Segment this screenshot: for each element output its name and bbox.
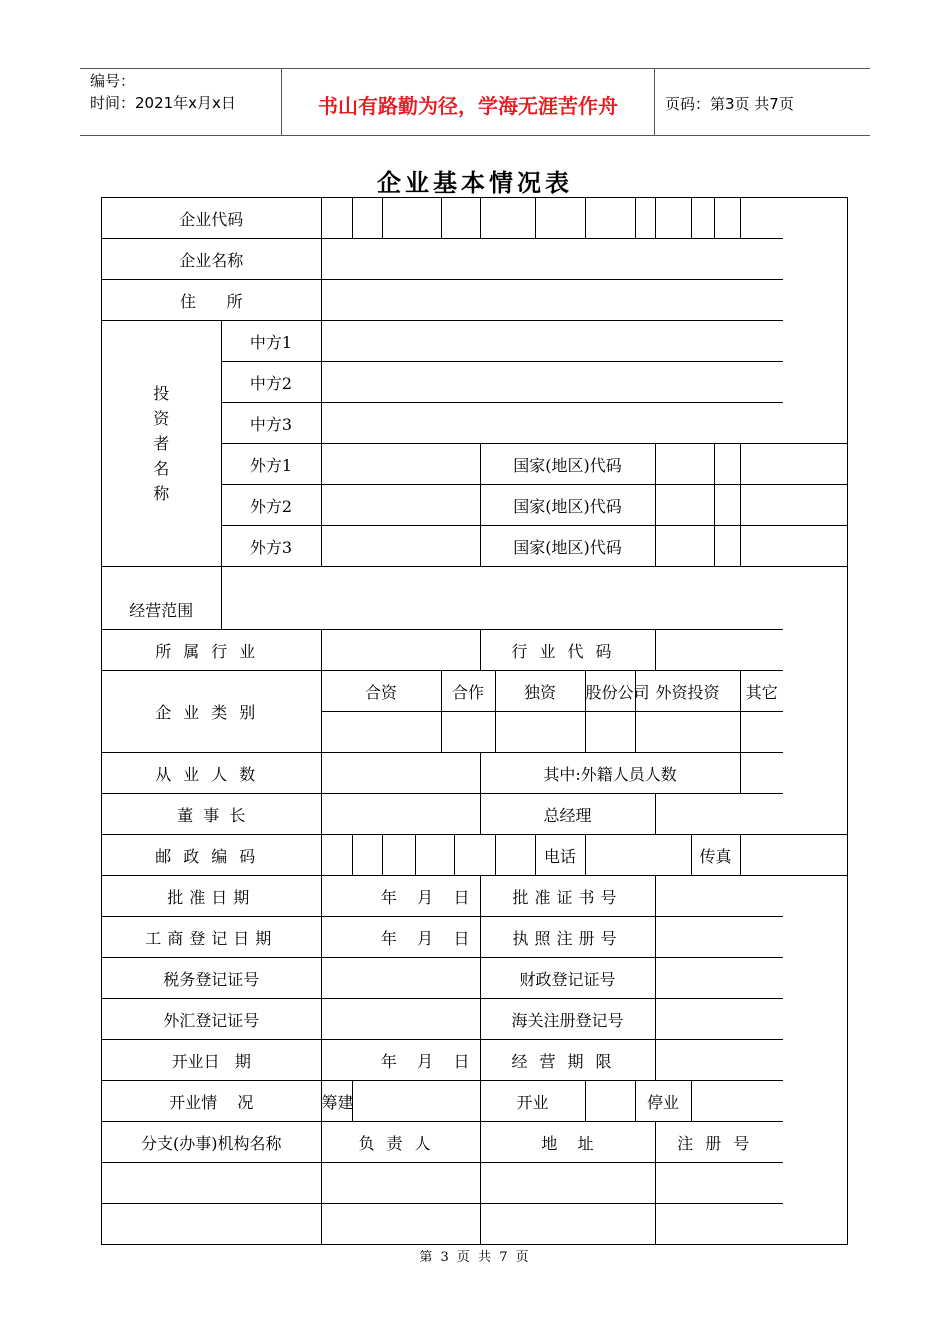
label-fx-reg: 外汇登记证号	[102, 999, 321, 1040]
label-fax: 传真	[691, 835, 740, 876]
field-reg-date[interactable]: 年 月 日	[321, 917, 480, 958]
cat-jv-field[interactable]	[321, 712, 441, 753]
code-box[interactable]	[382, 198, 441, 239]
label-reg-date: 工商登记日期	[102, 917, 321, 958]
field-suspended[interactable]	[691, 1081, 783, 1122]
row-tax-reg	[102, 958, 847, 999]
label-country-code: 国家(地区)代码	[480, 444, 655, 485]
cat-sole-field[interactable]	[495, 712, 585, 753]
row-postcode	[102, 835, 847, 876]
field-tax-reg[interactable]	[321, 958, 480, 999]
row-approval-date	[102, 876, 847, 917]
field-chairman[interactable]	[321, 794, 480, 835]
row-business-scope	[102, 567, 847, 630]
header-motto: 书山有路勤为径，学海无涯苦作舟	[318, 94, 618, 118]
cat-coop-label: 合作	[441, 671, 495, 712]
field-branch-reg[interactable]	[655, 1163, 783, 1204]
country-code-box[interactable]	[740, 444, 847, 485]
label-chairman: 董 事 长	[102, 794, 321, 835]
label-cn3: 中方3	[221, 403, 321, 444]
label-branch-addr: 地 址	[480, 1122, 655, 1163]
label-in-op: 开业	[480, 1081, 585, 1122]
field-in-op[interactable]	[585, 1081, 635, 1122]
field-branch-addr[interactable]	[480, 1204, 655, 1245]
field-branch-reg[interactable]	[655, 1204, 783, 1245]
field-branch-addr[interactable]	[480, 1163, 655, 1204]
doc-date: 时间：2021年x月x日	[90, 94, 236, 112]
cat-other-label: 其它	[740, 671, 783, 712]
country-code-box[interactable]	[740, 485, 847, 526]
field-approval-date[interactable]: 年 月 日	[321, 876, 480, 917]
field-start-date[interactable]: 年 月 日	[321, 1040, 480, 1081]
cat-stock-field[interactable]	[585, 712, 635, 753]
label-business-scope: 经营范围	[102, 567, 221, 630]
field-cn2[interactable]	[321, 362, 783, 403]
row-op-status	[102, 1081, 847, 1122]
field-cn3[interactable]	[321, 403, 783, 444]
label-industry-code: 行业代码	[480, 630, 655, 671]
row-branch-entry	[102, 1204, 847, 1245]
code-box[interactable]	[321, 198, 352, 239]
field-customs-reg[interactable]	[655, 999, 783, 1040]
label-approval-date: 批准日期	[102, 876, 321, 917]
cat-stock-label: 股份公司	[585, 671, 635, 712]
label-foreign-staff: 其中:外籍人员人数	[480, 753, 740, 794]
label-cn1: 中方1	[221, 321, 321, 362]
field-finance-reg[interactable]	[655, 958, 783, 999]
code-box[interactable]	[740, 198, 783, 239]
row-branch-head	[102, 1122, 847, 1163]
row-start-date	[102, 1040, 847, 1081]
label-fo1: 外方1	[221, 444, 321, 485]
label-branch-reg: 注册号	[655, 1122, 783, 1163]
label-op-period: 经营期限	[480, 1040, 655, 1081]
row-category-head	[102, 671, 847, 712]
label-investor-group-text: 投资者名称	[153, 384, 170, 503]
label-gm: 总经理	[480, 794, 655, 835]
cat-sole-label: 独资	[495, 671, 585, 712]
label-branch-name: 分支(办事)机构名称	[102, 1122, 321, 1163]
page-info: 页码：第3页 共7页	[665, 95, 794, 113]
label-cn2: 中方2	[221, 362, 321, 403]
field-industry-code[interactable]	[655, 630, 783, 671]
label-op-status: 开业情 况	[102, 1081, 321, 1122]
code-box[interactable]	[441, 198, 480, 239]
cat-invest-field[interactable]	[635, 712, 740, 753]
label-tax-reg: 税务登记证号	[102, 958, 321, 999]
country-code-box[interactable]	[655, 485, 714, 526]
field-industry[interactable]	[321, 630, 480, 671]
field-cn1[interactable]	[321, 321, 783, 362]
doc-code-label: 编号：	[90, 72, 136, 90]
country-code-box[interactable]	[655, 444, 714, 485]
label-postcode: 邮政编码	[102, 835, 321, 876]
field-fo3[interactable]	[321, 526, 480, 567]
field-fo1[interactable]	[321, 444, 480, 485]
enterprise-info-form	[101, 197, 848, 1245]
label-enterprise-name: 企业名称	[102, 239, 321, 280]
row-reg-date	[102, 917, 847, 958]
label-person-in-charge: 负责人	[321, 1122, 480, 1163]
label-finance-reg: 财政登记证号	[480, 958, 655, 999]
code-box[interactable]	[585, 198, 635, 239]
postcode-box[interactable]	[321, 835, 352, 876]
field-enterprise-name[interactable]	[321, 239, 783, 280]
postcode-box[interactable]	[415, 835, 454, 876]
row-enterprise-name	[102, 239, 847, 280]
label-fo3: 外方3	[221, 526, 321, 567]
field-op-period[interactable]	[655, 1040, 783, 1081]
label-phone: 电话	[535, 835, 585, 876]
label-enterprise-code: 企业代码	[102, 198, 321, 239]
postcode-box[interactable]	[454, 835, 495, 876]
cat-coop-field[interactable]	[441, 712, 495, 753]
label-customs-reg: 海关注册登记号	[480, 999, 655, 1040]
country-code-box[interactable]	[740, 526, 847, 567]
field-license-no[interactable]	[655, 917, 783, 958]
label-category: 企业类别	[102, 671, 321, 753]
country-code-box[interactable]	[655, 526, 714, 567]
row-branch-entry	[102, 1163, 847, 1204]
label-start-date: 开业日 期	[102, 1040, 321, 1081]
code-box[interactable]	[655, 198, 691, 239]
page-footer: 第 3 页 共 7 页	[419, 1250, 531, 1265]
field-fx-reg[interactable]	[321, 999, 480, 1040]
field-address[interactable]	[321, 280, 783, 321]
postcode-box[interactable]	[495, 835, 535, 876]
country-code-box[interactable]	[714, 485, 740, 526]
row-industry	[102, 630, 847, 671]
label-fo2: 外方2	[221, 485, 321, 526]
code-box[interactable]	[635, 198, 655, 239]
label-approval-cert: 批准证书号	[480, 876, 655, 917]
row-fx-reg	[102, 999, 847, 1040]
code-box[interactable]	[480, 198, 535, 239]
label-address: 住 所	[102, 280, 321, 321]
field-branch-name[interactable]	[102, 1204, 321, 1245]
header-divider	[654, 68, 655, 136]
field-employees[interactable]	[321, 753, 480, 794]
field-approval-cert[interactable]	[655, 876, 783, 917]
postcode-box[interactable]	[382, 835, 415, 876]
cat-invest-label: 外资投资	[635, 671, 740, 712]
field-business-scope[interactable]	[221, 567, 783, 630]
row-investor-cn1	[102, 321, 847, 362]
postcode-box[interactable]	[352, 835, 382, 876]
header-meta	[90, 70, 236, 114]
field-branch-name[interactable]	[102, 1163, 321, 1204]
label-country-code: 国家(地区)代码	[480, 485, 655, 526]
page-title: 企业基本情况表	[377, 169, 573, 197]
country-code-box[interactable]	[714, 444, 740, 485]
code-box[interactable]	[352, 198, 382, 239]
field-person-in-charge[interactable]	[321, 1163, 480, 1204]
country-code-box[interactable]	[714, 526, 740, 567]
row-employees	[102, 753, 847, 794]
cat-jv-label: 合资	[321, 671, 441, 712]
field-person-in-charge[interactable]	[321, 1204, 480, 1245]
header-top-rule	[80, 68, 870, 69]
field-preparing[interactable]	[352, 1081, 480, 1122]
field-phone[interactable]	[585, 835, 691, 876]
cat-other-field[interactable]	[740, 712, 783, 753]
label-investor-group	[102, 321, 221, 567]
row-address	[102, 280, 847, 321]
label-employees: 从业人数	[102, 753, 321, 794]
code-box[interactable]	[714, 198, 740, 239]
code-box[interactable]	[535, 198, 585, 239]
field-foreign-staff[interactable]	[740, 753, 783, 794]
label-country-code: 国家(地区)代码	[480, 526, 655, 567]
field-gm[interactable]	[655, 794, 783, 835]
label-industry: 所属行业	[102, 630, 321, 671]
field-fax[interactable]	[740, 835, 847, 876]
header-bottom-rule	[80, 135, 870, 136]
label-suspended: 停业	[635, 1081, 691, 1122]
row-enterprise-code	[102, 198, 847, 239]
code-box[interactable]	[691, 198, 714, 239]
field-fo2[interactable]	[321, 485, 480, 526]
label-preparing: 筹建	[321, 1081, 352, 1122]
label-license-no: 执照注册号	[480, 917, 655, 958]
row-chairman	[102, 794, 847, 835]
